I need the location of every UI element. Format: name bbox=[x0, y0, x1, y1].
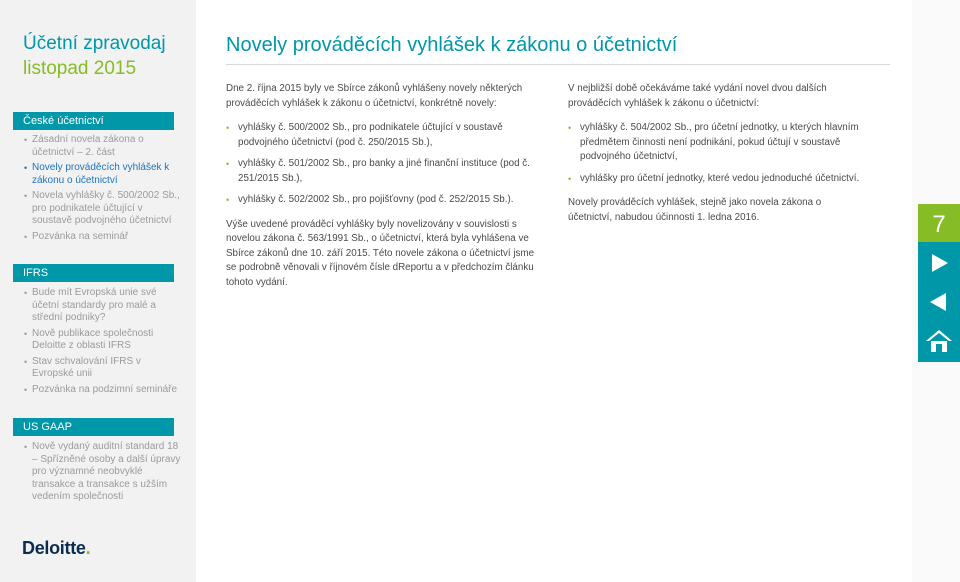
home-button[interactable] bbox=[918, 320, 960, 362]
title-divider bbox=[226, 64, 890, 65]
section-list-us-gaap bbox=[24, 441, 184, 507]
right-bullet-item: • vyhlášky pro účetní jednotky, které vedou jednoduché účetnictví. bbox=[568, 172, 868, 187]
prev-page-button[interactable] bbox=[918, 281, 960, 323]
play-left-icon bbox=[928, 291, 950, 313]
page-number: 7 bbox=[918, 204, 960, 246]
sidebar bbox=[0, 0, 196, 582]
sidebar-subtitle: listopad 2015 bbox=[23, 58, 137, 79]
sidebar-item-autumn-seminars[interactable]: • Pozvánka na podzimní semináře bbox=[24, 384, 184, 397]
right-bullet-list bbox=[568, 121, 868, 186]
deloitte-logo bbox=[22, 538, 90, 559]
next-page-button[interactable] bbox=[918, 242, 960, 284]
right-column bbox=[568, 82, 868, 225]
sidebar-item-auditing-standard-18[interactable]: • Nově vydaný auditní standard 18 – Spřízněné osoby a další úpravy pro významné neobvyklé transakce a transakce s užším vedením společnosti bbox=[24, 441, 184, 504]
left-bullet-item: • vyhlášky č. 502/2002 Sb., pro pojišťovny (pod č. 252/2015 Sb.). bbox=[226, 193, 536, 208]
sidebar-item-pozvanka-seminar[interactable]: • Pozvánka na seminář bbox=[24, 231, 184, 244]
section-heading-czech-accounting[interactable]: České účetnictví bbox=[13, 112, 174, 130]
home-icon bbox=[925, 328, 953, 354]
right-intro: V nejbližší době očekáváme také vydání novel dvou dalších prováděcích vyhlášek k zákonu o účetnictví: bbox=[568, 83, 827, 109]
sidebar-item-deloitte-publications[interactable]: • Nově publikace společnosti Deloitte z oblasti IFRS bbox=[24, 328, 184, 353]
sidebar-title: Účetní zpravodaj bbox=[23, 33, 166, 54]
left-bullet-item: • vyhlášky č. 501/2002 Sb., pro banky a jiné finanční instituce (pod č. 251/2015 Sb.), bbox=[226, 157, 536, 186]
sidebar-item-ifrs-approval[interactable]: • Stav schvalování IFRS v Evropské unii bbox=[24, 356, 184, 381]
logo-dot: . bbox=[85, 538, 91, 558]
left-column bbox=[226, 82, 536, 290]
sidebar-item-eu-standards[interactable]: • Bude mít Evropská unie své účetní standardy pro malé a střední podniky? bbox=[24, 287, 184, 325]
right-outro: Novely prováděcích vyhlášek, stejně jako novela zákona o účetnictví, nabudou účinnosti 1. ledna 2016. bbox=[568, 197, 822, 223]
section-list-czech-accounting bbox=[24, 134, 184, 246]
section-list-ifrs bbox=[24, 287, 184, 399]
sidebar-item-novela-500[interactable]: • Novela vyhlášky č. 500/2002 Sb., pro podnikatele účtující v soustavě podvojného účetnictví bbox=[24, 190, 184, 228]
section-heading-ifrs[interactable]: IFRS bbox=[13, 264, 174, 282]
sidebar-item-novely-vyhlasek[interactable]: • Novely prováděcích vyhlášek k zákonu o účetnictví bbox=[24, 162, 184, 187]
play-right-icon bbox=[928, 252, 950, 274]
section-heading-us-gaap[interactable]: US GAAP bbox=[13, 418, 174, 436]
left-outro: Výše uvedené prováděcí vyhlášky byly novelizovány v souvislosti s novelou zákona č. 563/1991 Sb., o účetnictví, která byla vyhlášena ve Sbírce zákonů dne 10. září 2015. Této novele zákona o účetnictví jsme se podrobně věnovali v říjnovém čísle dReportu a v předchozím článku tohoto vydání. bbox=[226, 218, 535, 288]
sidebar-item-zasadni-novela[interactable]: • Zásadní novela zákona o účetnictví – 2. část bbox=[24, 134, 184, 159]
left-bullet-list bbox=[226, 121, 536, 208]
right-bullet-item: • vyhlášky č. 504/2002 Sb., pro účetní jednotky, u kterých hlavním předmětem činnosti není podnikání, pokud účtují v soustavě podvojného účetnictví, bbox=[568, 121, 868, 165]
logo-text: Deloitte bbox=[22, 538, 86, 558]
page-title: Novely prováděcích vyhlášek k zákonu o účetnictví bbox=[226, 34, 678, 56]
left-bullet-item: • vyhlášky č. 500/2002 Sb., pro podnikatele účtující v soustavě podvojného účetnictví (pod č. 250/2015 Sb.), bbox=[226, 121, 536, 150]
left-intro: Dne 2. října 2015 byly ve Sbírce zákonů vyhlášeny novely některých prováděcích vyhlášek k zákonu o účetnictví, konkrétně novely: bbox=[226, 83, 523, 109]
